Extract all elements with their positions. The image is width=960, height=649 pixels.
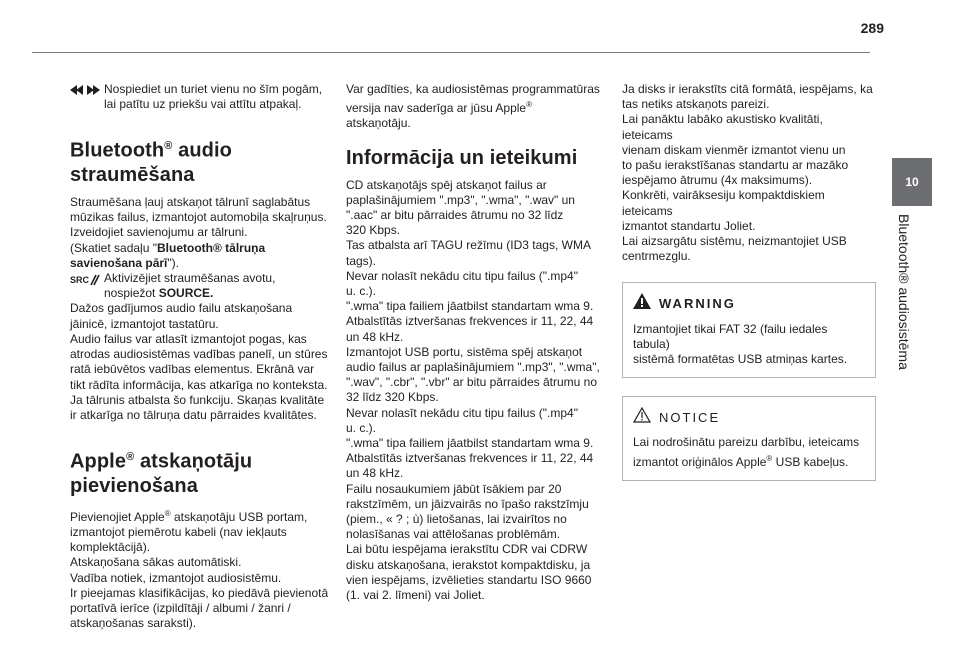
svg-text:SRC: SRC xyxy=(70,275,90,286)
column-1 xyxy=(70,82,332,631)
info-advice-heading: Informācija un ieteikumi xyxy=(346,146,578,169)
notice-body: Lai nodrošinātu pareizu darbību, ieteicams izmantot oriģinālos Apple® USB kabeļus. xyxy=(633,435,860,469)
warning-triangle-icon xyxy=(633,293,651,313)
bluetooth-streaming-paragraph: Straumēšana ļauj atskaņot tālrunī saglabātus mūzikas failus, izmantojot automobiļa skaļruņus. Izveidojiet savienojumu ar tālruni. (Skatiet sadaļu "Bluetooth® tālruņa savienošana pārī"). xyxy=(70,195,327,270)
bluetooth-streaming-paragraph-2: Dažos gadījumos audio failu atskaņošana jāinicē, izmantojot tastatūru. Audio failus var atlasīt izmantojot pogas, kas atrodas audiosistēmas vadības panelī, un stūres ratā iebūvētos vadības elementus. Ekrānā var tikt rādīta informācija, kas atkarīga no konteksta. Ja tālrunis atbalsta šo funkciju. Skaņas kvalitāte ir atkarīga no tālruņa datu pārraides kvalitātes. xyxy=(70,301,328,422)
skip-text: Nospiediet un turiet vienu no šīm pogām, lai patītu uz priekšu vai attītu atpakaļ. xyxy=(104,82,323,112)
notice-header xyxy=(623,397,875,433)
skip-buttons-icon xyxy=(70,82,104,100)
warning-title: WARNING xyxy=(659,295,736,311)
notice-triangle-icon xyxy=(633,407,651,427)
chapter-tab-number: 10 xyxy=(892,158,932,206)
info-advice-body: CD atskaņotājs spēj atskaņot failus ar paplašinājumiem ".mp3", ".wma", ".wav" un ".aac" ar bitu pārraides ātrumu no 32 līdz 320 Kbps. Tas atbalsta arī TAGU režīmu (ID3 tags, WMA tags). Nevar nolasīt nekādu citu tipu failus (".mp4" u. c.). ".wma" tipa failiem jāatbilst standartam wma 9. Atbalstītās iztveršanas frekvences ir 11, 22, 44 un 48 kHz. Izmantojot USB portu, sistēma spēj atskaņot audio failus ar paplašinājumiem ".mp3", ".wma", ".wav", ".cbr", ".vbr" ar bitu pārraides ātrumu no 32 līdz 320 Kbps. Nevar nolasīt nekādu citu tipu failus (".mp4" u. c.). ".wma" tipa failiem jāatbilst standartam wma 9. Atbalstītās iztveršanas frekvences ir 11, 22, 44 un 48 kHz. Failu nosaukumiem jābūt īsākiem par 20 rakstzīmēm, un jāizvairās no īpašo rakstzīmju (piem., « ? ; ù) lietošanas, lai izvairītos no nolasīšanas vai attēlošanas problēmām. Lai būtu iespējama ierakstītu CDR vai CDRW disku atskaņošana, ierakstot kompaktdisku, ja vien iespējams, izvēlieties standartu ISO 9660 (1. vai 2. līmeni) vai Joliet. xyxy=(346,177,600,603)
recording-advice-body: Ja disks ir ierakstīts citā formātā, iespējams, ka tas netiks atskaņots pareizi. Lai panāktu labāko akustisko kvalitāti, ieteicams vienam diskam vienmēr izmantot vienu un to pašu ierakstīšanas standartu ar mazāko iespējamo ātrumu (4x maksimums). Konkrēti, vairāksesiju kompaktdiskiem ieteicams izmantot standartu Joliet. Lai aizsargātu sistēmu, neizmantojiet USB centrmezglu. xyxy=(622,82,873,264)
page-number: 289 xyxy=(860,20,884,36)
src-text: Aktivizējiet straumēšanas avotu, nospiežot SOURCE. xyxy=(104,271,276,301)
src-button-icon xyxy=(70,271,104,291)
column-2 xyxy=(346,82,600,603)
src-instruction xyxy=(70,271,332,301)
warning-box xyxy=(622,282,876,378)
bluetooth-streaming-heading: Bluetooth® audio straumēšana xyxy=(70,140,232,187)
column-3 xyxy=(622,82,876,481)
chapter-tab-title: Bluetooth® audiosistēma xyxy=(896,214,912,370)
notice-title: NOTICE xyxy=(659,409,721,425)
warning-body: Izmantojiet tikai FAT 32 (failu iedales tabula) sistēmā formatētas USB atmiņas kartes. xyxy=(633,321,848,367)
header-rule xyxy=(32,52,870,53)
apple-compat-paragraph: Var gadīties, ka audiosistēmas programmatūras versija nav saderīga ar jūsu Apple® atskaņotāju. xyxy=(346,82,600,131)
apple-player-paragraph: Pievienojiet Apple® atskaņotāju USB portam, izmantojot piemērotu kabeli (nav iekļauts komplektācijā). Atskaņošana sākas automātiski. Vadība notiek, izmantojot audiosistēmu. Ir pieejamas klasifikācijas, ko piedāvā pievienotā portatīvā ierīce (izpildītāji / albumi / žanri / atskaņošanas saraksti). xyxy=(70,508,329,631)
skip-instruction xyxy=(70,82,332,112)
bluetooth-pairing-reference: Bluetooth® tālruņa savienošana pārī xyxy=(70,240,266,270)
apple-player-heading: Apple® atskaņotāju pievienošana xyxy=(70,450,253,497)
notice-box xyxy=(622,396,876,481)
chapter-tab-title-wrap xyxy=(892,214,932,524)
warning-header xyxy=(623,283,875,319)
